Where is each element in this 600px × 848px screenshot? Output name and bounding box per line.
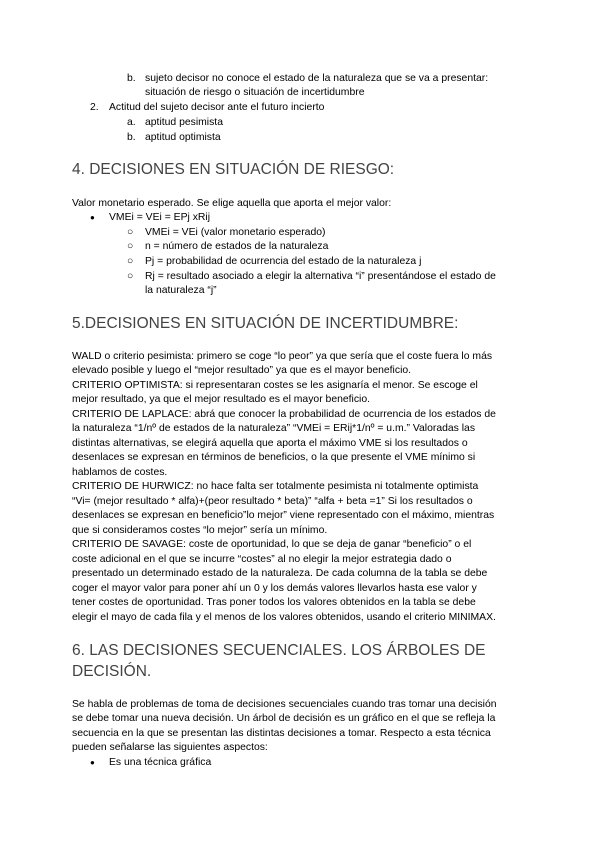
paragraph-line: coste adicional en el que se incurre “costes” al no elegir la mejor estrategia dado o bbox=[72, 554, 452, 565]
paragraph-line: elevado posible y luego el “mejor resultado” ya que es el mayor beneficio. bbox=[72, 365, 412, 376]
paragraph-line: elegir el mayo de cada fila y el menos de los valores obtenidos, usando el criterio MINIMAX. bbox=[72, 612, 496, 623]
section-heading: 4. DECISIONES EN SITUACIÓN DE RIESGO: bbox=[72, 161, 395, 178]
paragraph-line: hablamos de costes. bbox=[72, 467, 168, 478]
paragraph-line: CRITERIO DE LAPLACE: abrá que conocer la probabilidad de ocurrencia de los estados de bbox=[72, 409, 496, 420]
circle-bullet-icon: ○ bbox=[127, 256, 134, 267]
paragraph-line: tener costes de oportunidad. Tras poner todos los valores obtenidos en la tabla se debe bbox=[72, 597, 476, 608]
paragraph-line: desenlaces se expresan en beneficio”lo mejor” viene representado con el máximo, mientras bbox=[72, 510, 495, 521]
paragraph-line: WALD o criterio pesimista: primero se coge “lo peor” ya que sería que el coste fuera lo más bbox=[72, 351, 493, 362]
paragraph-line: Valor monetario esperado. Se elige aquella que aporta el mejor valor: bbox=[72, 198, 392, 209]
paragraph-line: Se habla de problemas de toma de decisiones secuenciales cuando tras tomar una decisión bbox=[72, 699, 497, 710]
circle-bullet-icon: ○ bbox=[127, 227, 134, 238]
list-marker: 2. bbox=[90, 102, 99, 113]
list-item-text: VMEi = VEi (valor monetario esperado) bbox=[145, 227, 326, 238]
list-item-text: Actitud del sujeto decisor ante el futuro incierto bbox=[109, 102, 325, 113]
list-marker: b. bbox=[127, 73, 136, 84]
list-item-text: situación de riesgo o situación de incertidumbre bbox=[145, 87, 365, 98]
list-item-text: aptitud optimista bbox=[145, 132, 221, 143]
paragraph-line: presentado un determinado estado de la naturaleza. De cada columna de la tabla se debe bbox=[72, 568, 488, 579]
section-heading: DECISIÓN. bbox=[72, 663, 152, 680]
paragraph-line: secuencia en la que se presentan las distintas decisiones a tomar. Respecto a esta técnica bbox=[72, 728, 491, 739]
paragraph-line: la naturaleza “1/nº de estados de la naturaleza” “VMEi = ERij*1/nº = u.m.” Valoradas las bbox=[72, 423, 476, 434]
list-item-text: la naturaleza “j” bbox=[145, 285, 217, 296]
paragraph-line: CRITERIO DE SAVAGE: coste de oportunidad, lo que se deja de ganar “beneficio” o el bbox=[72, 539, 472, 550]
bullet-icon: ● bbox=[90, 758, 95, 767]
paragraph-line: distintas alternativas, se elegirá aquella que aporta el máximo VME si los resultados o bbox=[72, 438, 468, 449]
paragraph-line: pueden señalarse las siguientes aspectos: bbox=[72, 742, 268, 753]
list-item-text: Pj = probabilidad de ocurrencia del estado de la naturaleza j bbox=[145, 256, 422, 267]
paragraph-line: que si consideramos costes “lo mejor” sería un mínimo. bbox=[72, 525, 328, 536]
list-item-text: sujeto decisor no conoce el estado de la naturaleza que se va a presentar: bbox=[145, 73, 489, 84]
paragraph-line: “Vi= (mejor resultado * alfa)+(peor resultado * beta)” “alfa + beta =1” Si los resultados o bbox=[72, 496, 473, 507]
list-item-text: n = número de estados de la naturaleza bbox=[145, 241, 329, 252]
list-item-text: Es una técnica gráfica bbox=[109, 757, 212, 768]
bullet-icon: ● bbox=[90, 213, 95, 222]
paragraph-line: mejor resultado, ya que el mejor resultado es el mayor beneficio. bbox=[72, 394, 371, 405]
list-marker: a. bbox=[127, 117, 136, 128]
list-item-text: Rj = resultado asociado a elegir la alternativa “i” presentándose el estado de bbox=[145, 271, 496, 282]
list-item-text: aptitud pesimista bbox=[145, 117, 223, 128]
paragraph-line: CRITERIO OPTIMISTA: si representaran costes se les asignaría el menor. Se escoge el bbox=[72, 380, 478, 391]
paragraph-line: CRITERIO DE HURWICZ: no hace falta ser totalmente pesimista ni totalmente optimista bbox=[72, 481, 479, 492]
paragraph-line: desenlaces se expresan en términos de beneficios, o la que presente el VME mínimo si bbox=[72, 452, 476, 463]
list-marker: b. bbox=[127, 132, 136, 143]
section-heading: 5.DECISIONES EN SITUACIÓN DE INCERTIDUMBRE: bbox=[72, 315, 459, 332]
list-item-text: VMEi = VEi = EPj xRij bbox=[109, 212, 211, 223]
circle-bullet-icon: ○ bbox=[127, 271, 134, 282]
paragraph-line: coger el mayor valor para poner ahí un 0 y los demás valores llevarlos hasta ese valor y bbox=[72, 583, 477, 594]
section-heading: 6. LAS DECISIONES SECUENCIALES. LOS ÁRBOLES DE bbox=[72, 642, 486, 659]
paragraph-line: se debe tomar una nueva decisión. Un árbol de decisión es un gráfico en el que se refleja la bbox=[72, 713, 496, 724]
circle-bullet-icon: ○ bbox=[127, 241, 134, 252]
